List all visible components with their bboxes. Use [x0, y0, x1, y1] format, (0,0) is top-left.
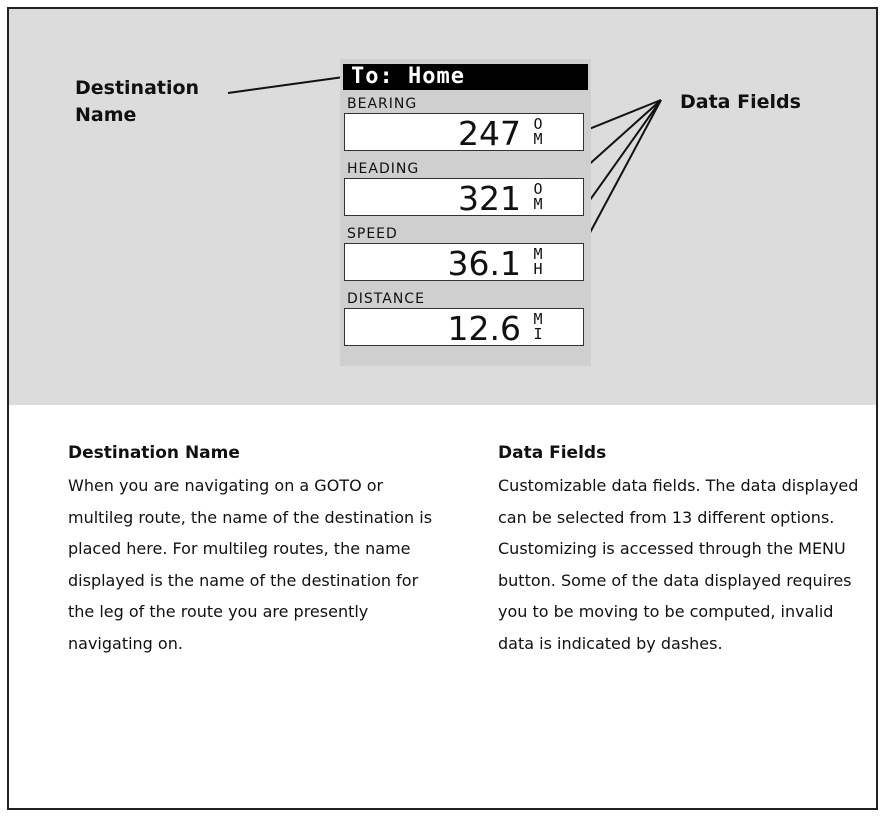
data-field-distance [344, 308, 584, 346]
field-value-speed: 36.1 [447, 244, 521, 283]
field-value-heading: 321 [458, 179, 521, 218]
gps-screen [340, 59, 591, 366]
data-fields-callout: Data Fields [680, 91, 801, 113]
field-unit-distance: M I [533, 310, 543, 343]
field-value-bearing: 247 [458, 114, 521, 153]
field-label-bearing: BEARING [347, 96, 418, 112]
field-label-distance: DISTANCE [347, 291, 425, 307]
destination-name-description [68, 440, 443, 659]
leader-line-destination [228, 76, 351, 93]
data-fields-description [498, 440, 868, 659]
field-value-distance: 12.6 [447, 309, 521, 348]
data-fields-text: Customizable data fields. The data displayed can be selected from 13 different options. Customizing is accessed through the MENU button. Some of the data displayed requires you to be moving to be computed, invalid data is indicated by dashes. [498, 476, 859, 653]
destination-title-bar: To: Home [343, 64, 588, 90]
illustration-panel [9, 9, 876, 405]
page-frame [7, 7, 878, 810]
destination-name-heading: Destination Name [68, 443, 240, 463]
field-unit-bearing: O M [533, 115, 543, 148]
destination-name-text: When you are navigating on a GOTO or multileg route, the name of the destination is placed here. For multileg routes, the name displayed is the name of the destination for the leg of the route you are presently navigating on. [68, 476, 433, 653]
data-field-bearing [344, 113, 584, 151]
field-unit-speed: M H [533, 245, 543, 278]
field-label-heading: HEADING [347, 161, 420, 177]
data-fields-heading: Data Fields [498, 443, 607, 463]
field-unit-heading: O M [533, 180, 543, 213]
data-field-heading [344, 178, 584, 216]
destination-name-callout: Destination Name [75, 77, 200, 126]
data-field-speed [344, 243, 584, 281]
field-label-speed: SPEED [347, 226, 398, 242]
